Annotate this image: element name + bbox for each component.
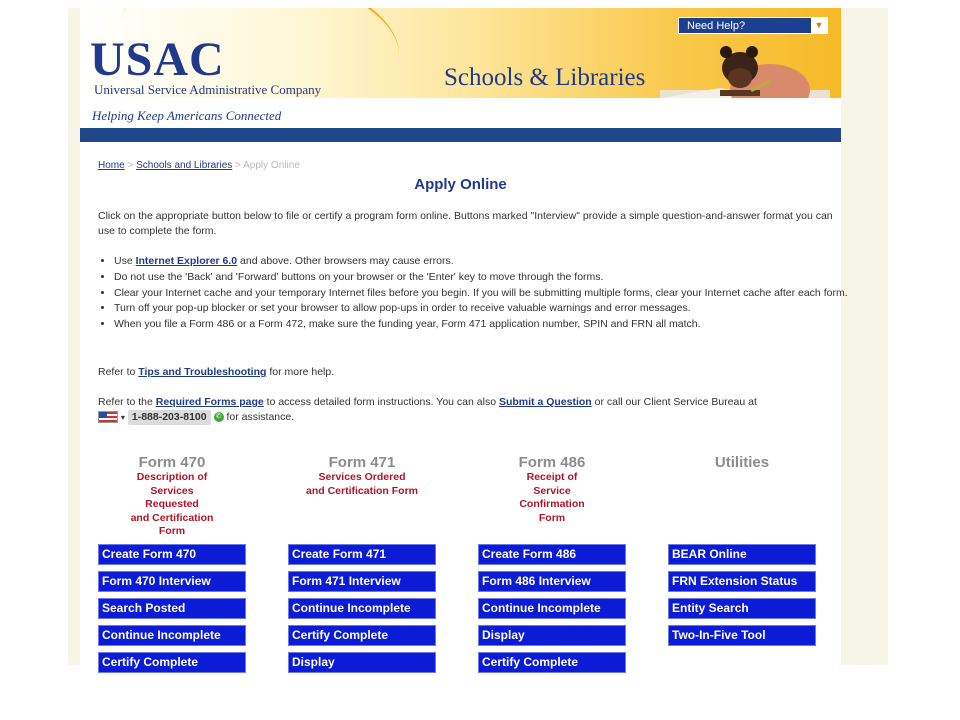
tips-prefix: Refer to <box>98 366 139 378</box>
required-forms-link[interactable]: Required Forms page <box>155 396 264 408</box>
subtitle-line: Form <box>158 525 186 537</box>
form-470-interview-button[interactable]: Form 470 Interview <box>98 571 246 592</box>
tips-text <box>98 365 838 380</box>
search-posted-button[interactable]: Search Posted <box>98 598 246 619</box>
form-471-column <box>288 454 438 669</box>
utilities-title: Utilities <box>714 454 770 471</box>
instructions-list <box>98 254 854 333</box>
list-item <box>114 254 854 270</box>
phone-call-icon[interactable]: ✆ <box>214 412 224 422</box>
tips-suffix: for more help. <box>266 366 335 378</box>
bullet-text: and above. Other browsers may cause errors. <box>237 255 454 267</box>
subtitle-line: Service <box>533 484 571 497</box>
subtitle-line: Services Ordered <box>318 471 406 483</box>
page-title: Apply Online <box>414 176 507 193</box>
create-form-471-button[interactable]: Create Form 471 <box>288 544 436 565</box>
form-470-subtitle <box>98 471 246 539</box>
subtitle-line: Confirmation <box>519 498 585 510</box>
breadcrumb-home[interactable]: Home <box>98 160 125 171</box>
breadcrumb-current: Apply Online <box>243 160 300 171</box>
phone-number[interactable]: 1-888-203-8100 <box>128 410 211 425</box>
header-divider-bar <box>80 128 841 142</box>
entity-search-button[interactable]: Entity Search <box>668 598 816 619</box>
usac-logo[interactable]: USAC <box>90 33 225 86</box>
form-486-display-button[interactable]: Display <box>478 625 626 646</box>
refer-text <box>98 395 838 425</box>
form-471-interview-button[interactable]: Form 471 Interview <box>288 571 436 592</box>
page <box>80 8 848 669</box>
refer-suffix: or call our Client Service Bureau at <box>591 396 757 408</box>
bear-online-button[interactable]: BEAR Online <box>668 544 816 565</box>
frn-extension-status-button[interactable]: FRN Extension Status <box>668 571 816 592</box>
form-470-column <box>98 454 248 669</box>
need-help-dropdown[interactable] <box>678 17 828 34</box>
form-486-column <box>478 454 628 669</box>
refer-prefix: Refer to the <box>98 396 156 408</box>
list-item: • Do not use the 'Back' and 'Forward' buttons on your browser or the 'Enter' key to move through the forms. <box>114 270 854 286</box>
create-form-486-button[interactable]: Create Form 486 <box>478 544 626 565</box>
form-471-display-button[interactable]: Display <box>288 652 436 673</box>
subtitle-line: Requested <box>145 498 199 510</box>
student-photo <box>660 38 830 98</box>
subtitle-line: and Certification <box>130 511 214 524</box>
form-486-continue-incomplete-button[interactable]: Continue Incomplete <box>478 598 626 619</box>
utilities-column <box>668 454 818 642</box>
list-item: • When you file a Form 486 or a Form 472, make sure the funding year, Form 471 application number, SPIN and FRN all match. <box>114 317 854 333</box>
breadcrumb <box>98 160 300 171</box>
chevron-down-icon[interactable]: ▼ <box>811 18 827 33</box>
list-item: • Turn off your pop-up blocker or set your browser to allow pop-ups in order to receive valuable warnings and error messages. <box>114 301 854 317</box>
intro-text: Click on the appropriate button below to file or certify a program form online. Buttons marked "Interview" provide a simple question-and-answer format you can use to complete the form. <box>98 210 833 237</box>
form-471-certify-complete-button[interactable]: Certify Complete <box>288 625 436 646</box>
subtitle-line: and Certification Form <box>305 484 418 497</box>
us-flag-icon[interactable] <box>98 411 118 423</box>
form-470-title: Form 470 <box>138 454 206 471</box>
tagline: Helping Keep Americans Connected <box>92 108 282 123</box>
subtitle-line: Description of <box>136 471 208 483</box>
form-486-title: Form 486 <box>518 454 586 471</box>
tips-troubleshooting-link[interactable]: Tips and Troubleshooting <box>138 366 267 378</box>
create-form-470-button[interactable]: Create Form 470 <box>98 544 246 565</box>
breadcrumb-separator: > <box>127 160 134 171</box>
form-486-interview-button[interactable]: Form 486 Interview <box>478 571 626 592</box>
internet-explorer-link[interactable]: Internet Explorer 6.0 <box>135 255 238 267</box>
submit-question-link[interactable]: Submit a Question <box>498 396 592 408</box>
need-help-label: Need Help? <box>687 20 746 32</box>
form-471-continue-incomplete-button[interactable]: Continue Incomplete <box>288 598 436 619</box>
site-header <box>80 8 841 98</box>
two-in-five-tool-button[interactable]: Two-In-Five Tool <box>668 625 816 646</box>
breadcrumb-separator: > <box>235 160 241 171</box>
logo-subtitle: Universal Service Administrative Company <box>94 82 322 97</box>
subtitle-line: Receipt of <box>526 471 578 483</box>
subtitle-line: Services <box>150 484 194 497</box>
form-471-title: Form 471 <box>328 454 396 471</box>
list-item: • Clear your Internet cache and your temporary Internet files before you begin. If you will be submitting multiple forms, clear your Internet cache after each form. <box>114 286 854 302</box>
form-470-certify-complete-button[interactable]: Certify Complete <box>98 652 246 673</box>
form-486-subtitle <box>478 471 626 525</box>
chevron-down-icon[interactable]: ▾ <box>120 413 125 422</box>
form-470-continue-incomplete-button[interactable]: Continue Incomplete <box>98 625 246 646</box>
refer-tail: for assistance. <box>226 411 295 423</box>
subtitle-line: Form <box>538 511 566 524</box>
form-471-subtitle <box>288 471 436 498</box>
form-486-certify-complete-button[interactable]: Certify Complete <box>478 652 626 673</box>
refer-middle: to access detailed form instructions. You can also <box>263 396 499 408</box>
breadcrumb-schools-libraries[interactable]: Schools and Libraries <box>136 160 233 171</box>
section-title: Schools & Libraries <box>444 64 646 91</box>
bullet-text: Use <box>114 255 136 267</box>
